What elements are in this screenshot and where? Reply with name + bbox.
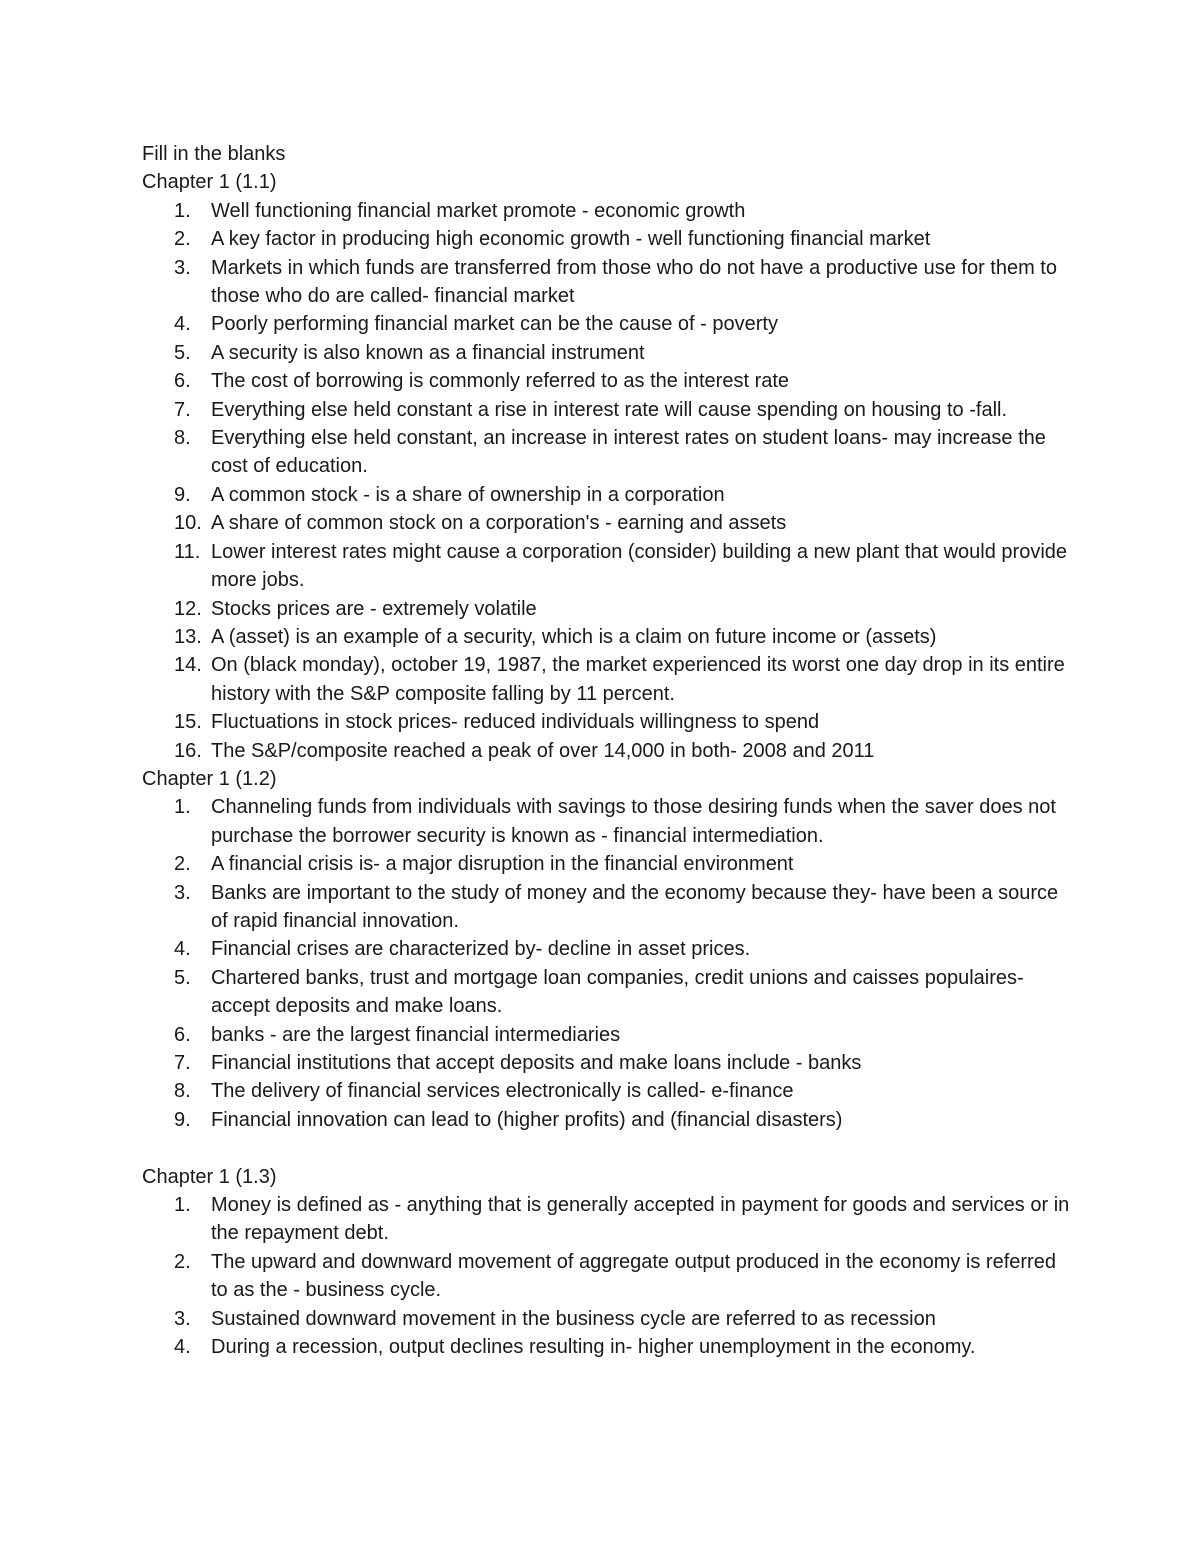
item-number: 1. <box>174 199 191 222</box>
section-heading: Chapter 1 (1.3) <box>142 1165 277 1188</box>
item-text: On (black monday), october 19, 1987, the market experienced its worst one day drop in its entire history with the S&P composite falling by 11 percent. <box>211 654 1065 705</box>
list-item <box>142 1191 1071 1248</box>
list-item <box>142 310 1071 338</box>
list-item <box>142 396 1071 424</box>
item-number: 5. <box>174 341 191 364</box>
item-text: Financial innovation can lead to (higher profits) and (financial disasters) <box>211 1108 843 1131</box>
list-item <box>142 651 1071 708</box>
item-text: Everything else held constant, an increase in interest rates on student loans- may increase the cost of education. <box>211 427 1046 478</box>
item-number: 16. <box>174 739 202 762</box>
item-number: 15. <box>174 711 202 734</box>
list-item <box>142 1106 1071 1134</box>
item-text: A key factor in producing high economic growth - well functioning financial market <box>211 228 931 251</box>
item-number: 4. <box>174 938 191 961</box>
item-text: Stocks prices are - extremely volatile <box>211 597 537 620</box>
list-item <box>142 1305 1071 1333</box>
section-1-2 <box>142 765 1082 1134</box>
item-number: 3. <box>174 881 191 904</box>
item-text: The upward and downward movement of aggregate output produced in the economy is referred to as the - business cycle. <box>211 1250 1056 1302</box>
section-1-3 <box>142 1163 1082 1362</box>
item-text: The S&P/composite reached a peak of over 14,000 in both- 2008 and 2011 <box>211 739 875 762</box>
item-number: 2. <box>174 853 191 876</box>
item-number: 9. <box>174 1108 191 1131</box>
item-text: The cost of borrowing is commonly referred to as the interest rate <box>211 370 790 393</box>
list-item <box>142 793 1071 850</box>
item-number: 6. <box>174 1023 191 1046</box>
item-number: 2. <box>174 1250 191 1273</box>
question-list <box>142 793 1082 1134</box>
item-number: 1. <box>174 1194 191 1217</box>
item-text: Financial institutions that accept deposits and make loans include - banks <box>211 1052 862 1074</box>
list-item <box>142 339 1071 367</box>
document-page <box>142 140 1082 1361</box>
list-item <box>142 935 1071 963</box>
list-item <box>142 1333 1071 1361</box>
item-text: Well functioning financial market promote - economic growth <box>211 199 746 222</box>
item-number: 11. <box>174 540 201 563</box>
list-item <box>142 708 1071 736</box>
item-number: 3. <box>174 256 191 279</box>
list-item <box>142 225 1071 253</box>
list-item <box>142 964 1071 1021</box>
item-text: Markets in which funds are transferred from those who do not have a productive use for them to those who do are called- financial market <box>211 256 1057 308</box>
item-number: 6. <box>174 370 191 393</box>
item-text: Chartered banks, trust and mortgage loan companies, credit unions and caisses populaires- accept deposits and make loans. <box>211 966 1024 1018</box>
item-text: Banks are important to the study of money and the economy because they- have been a source of rapid financial innovation. <box>211 881 1059 932</box>
blank-line <box>142 1134 1082 1162</box>
list-item <box>142 254 1071 311</box>
item-text: Channeling funds from individuals with savings to those desiring funds when the saver does not purchase the borrower security is known as - financial intermediation. <box>211 796 1056 847</box>
document-title: Fill in the blanks <box>142 143 286 165</box>
item-number: 3. <box>174 1307 191 1330</box>
item-number: 8. <box>174 427 191 450</box>
list-item <box>142 850 1071 878</box>
list-item <box>142 1248 1071 1305</box>
list-item <box>142 879 1071 936</box>
item-number: 5. <box>174 966 191 989</box>
item-text: banks - are the largest financial intermediaries <box>211 1023 621 1046</box>
list-item <box>142 1049 1071 1077</box>
list-item <box>142 595 1071 623</box>
item-text: A common stock - is a share of ownership in a corporation <box>211 483 725 506</box>
item-text: Fluctuations in stock prices- reduced individuals willingness to spend <box>211 711 820 734</box>
item-number: 4. <box>174 1336 191 1359</box>
item-text: Money is defined as - anything that is generally accepted in payment for goods and services or in the repayment debt. <box>211 1194 1070 1245</box>
item-text: A (asset) is an example of a security, which is a claim on future income or (assets) <box>211 625 937 648</box>
item-text: Sustained downward movement in the business cycle are referred to as recession <box>211 1307 936 1330</box>
question-list <box>142 1191 1082 1361</box>
item-number: 13. <box>174 625 202 648</box>
list-item <box>142 367 1071 395</box>
question-list <box>142 197 1082 765</box>
item-number: 4. <box>174 313 191 336</box>
item-number: 7. <box>174 1052 191 1074</box>
item-number: 1. <box>174 796 191 819</box>
section-heading: Chapter 1 (1.1) <box>142 171 277 194</box>
item-text: The delivery of financial services electronically is called- e-finance <box>211 1080 794 1103</box>
item-number: 12. <box>174 597 202 620</box>
item-number: 14. <box>174 654 202 677</box>
list-item <box>142 509 1071 537</box>
item-number: 2. <box>174 228 191 251</box>
item-text: Lower interest rates might cause a corporation (consider) building a new plant that would provide more jobs. <box>211 540 1068 592</box>
list-item <box>142 481 1071 509</box>
list-item <box>142 1021 1071 1049</box>
list-item <box>142 424 1071 481</box>
list-item <box>142 538 1071 595</box>
item-text: Everything else held constant a rise in interest rate will cause spending on housing to -fall. <box>211 398 1008 421</box>
section-1-1 <box>142 168 1082 765</box>
item-number: 7. <box>174 398 191 421</box>
list-item <box>142 737 1071 765</box>
section-heading: Chapter 1 (1.2) <box>142 767 277 790</box>
list-item <box>142 197 1071 225</box>
item-text: A security is also known as a financial instrument <box>211 341 645 364</box>
item-number: 8. <box>174 1080 191 1103</box>
item-text: Financial crises are characterized by- decline in asset prices. <box>211 938 751 961</box>
item-text: A share of common stock on a corporation's - earning and assets <box>211 512 787 535</box>
item-text: A financial crisis is- a major disruption in the financial environment <box>211 853 794 876</box>
list-item <box>142 623 1071 651</box>
item-text: Poorly performing financial market can be the cause of - poverty <box>211 313 778 336</box>
item-number: 10. <box>174 512 202 535</box>
list-item <box>142 1077 1071 1105</box>
item-number: 9. <box>174 483 191 506</box>
item-text: During a recession, output declines resulting in- higher unemployment in the economy. <box>211 1336 976 1359</box>
